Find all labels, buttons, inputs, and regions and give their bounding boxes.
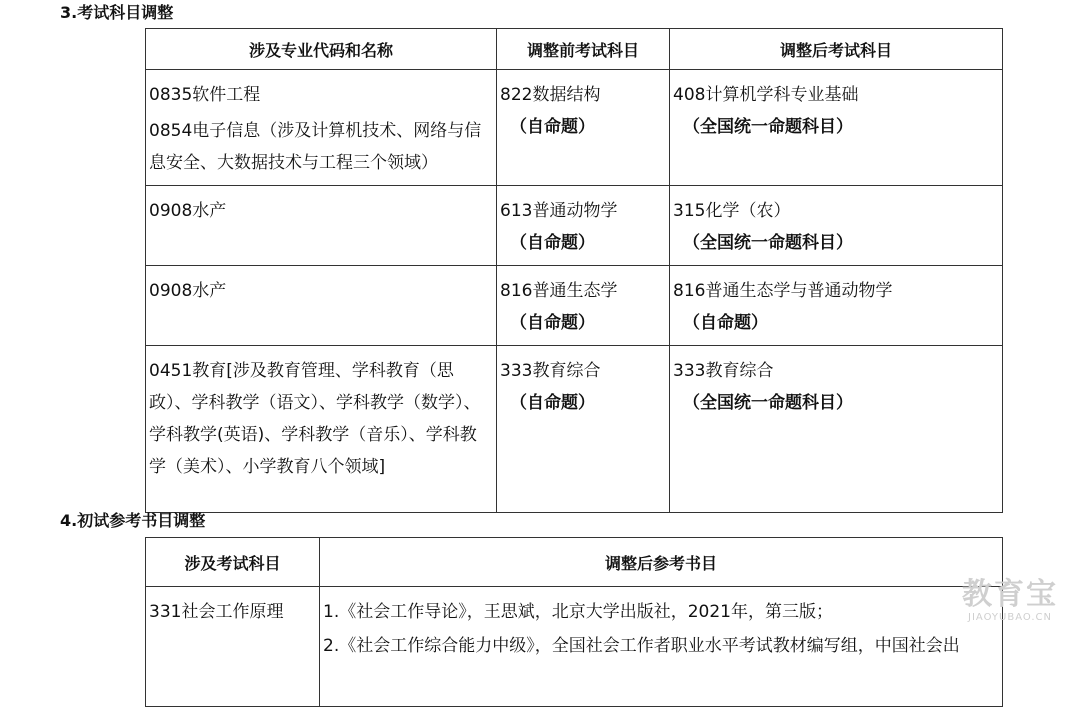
after-cell [670,266,1003,346]
subject-text: 331社会工作原理 [149,602,284,622]
header-after: 调整后考试科目 [670,29,1003,70]
after-subject: 408计算机学科专业基础 [673,85,859,105]
after-note: （全国统一命题科目） [683,233,853,253]
table-header-row [146,29,1003,70]
before-subject: 613普通动物学 [500,201,618,221]
book-item: 2.《社会工作综合能力中级》，全国社会工作者职业水平考试教材编写组，中国社会出 [323,636,960,656]
major-cell [146,346,497,513]
table-row [146,587,1003,707]
table-header-row [146,538,1003,587]
section-3-title: 3.考试科目调整 [60,3,174,22]
table-row [146,70,1003,186]
before-note: （自命题） [510,233,595,253]
section-4-title: 4.初试参考书目调整 [60,511,206,530]
header-major: 涉及专业代码和名称 [146,29,497,70]
major-cell [146,186,497,266]
books-cell [320,587,1003,707]
table-row [146,346,1003,513]
watermark-logo [950,578,1070,628]
before-subject: 822数据结构 [500,85,601,105]
after-note: （全国统一命题科目） [683,393,853,413]
after-note: （自命题） [683,313,768,333]
before-cell [497,266,670,346]
before-cell [497,70,670,186]
header-books: 调整后参考书目 [320,538,1003,587]
before-subject: 333教育综合 [500,361,601,381]
table-row [146,266,1003,346]
before-note: （自命题） [510,117,595,137]
subject-cell [146,587,320,707]
table-row [146,186,1003,266]
before-cell [497,346,670,513]
major-text: 0451教育[涉及教育管理、学科教育（思政）、学科教学（语文）、学科教学（数学）、学科教学(英语)、学科教学（音乐）、学科教学（美术）、小学教育八个领域] [149,361,481,477]
after-subject: 816普通生态学与普通动物学 [673,281,893,301]
major-text: 0835软件工程 [149,85,261,105]
major-cell [146,70,497,186]
major-text: 0908水产 [149,281,227,301]
book-item: 1.《社会工作导论》，王思斌，北京大学出版社，2021年，第三版； [323,602,833,622]
reference-book-adjustment-table [145,537,1003,707]
after-subject: 333教育综合 [673,361,774,381]
after-note: （全国统一命题科目） [683,117,853,137]
after-cell [670,346,1003,513]
before-note: （自命题） [510,393,595,413]
before-note: （自命题） [510,313,595,333]
watermark-sub-text: JIAOYUBAO.CN [968,612,1052,623]
after-subject: 315化学（农） [673,201,791,221]
major-cell [146,266,497,346]
major-text: 0908水产 [149,201,227,221]
before-subject: 816普通生态学 [500,281,618,301]
header-before: 调整前考试科目 [497,29,670,70]
before-cell [497,186,670,266]
watermark-main-text: 教育宝 [962,577,1058,612]
major-text: 0854电子信息（涉及计算机技术、网络与信息安全、大数据技术与工程三个领域） [149,121,482,173]
after-cell [670,186,1003,266]
header-subject: 涉及考试科目 [146,538,320,587]
exam-subject-adjustment-table [145,28,1003,513]
after-cell [670,70,1003,186]
